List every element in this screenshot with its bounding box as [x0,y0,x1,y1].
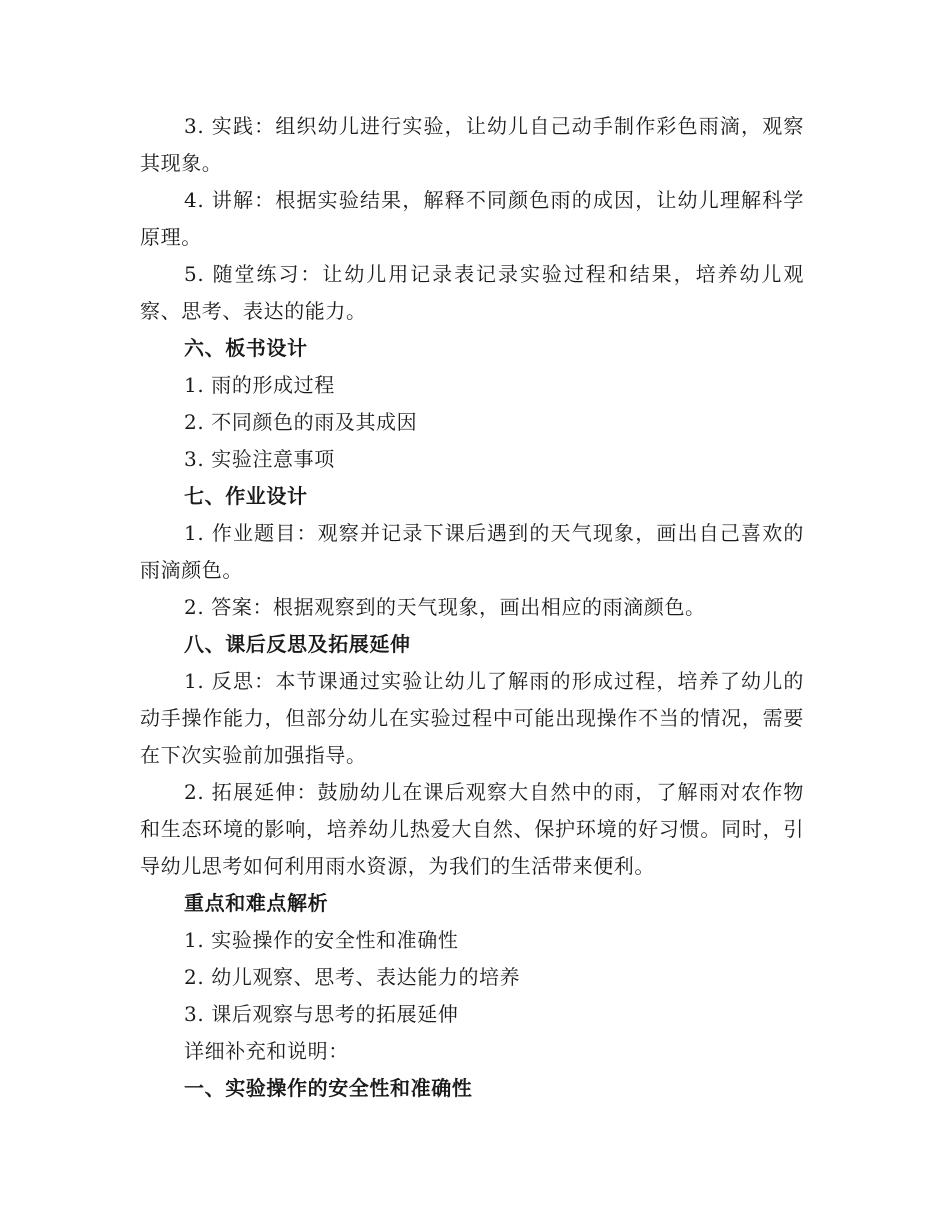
list-item: 3. 实验注意事项 [184,447,335,471]
paragraph-supplement-intro: 详细补充和说明： [184,1039,349,1063]
heading-blackboard-design: 六、板书设计 [184,336,308,360]
list-item: 3. 课后观察与思考的拓展延伸 [184,1002,459,1026]
list-item: 1. 雨的形成过程 [184,373,335,397]
list-item: 2. 幼儿观察、思考、表达能力的培养 [184,965,521,989]
list-item: 2. 不同颜色的雨及其成因 [184,410,418,434]
heading-homework-design: 七、作业设计 [184,484,308,508]
list-item: 1. 实验操作的安全性和准确性 [184,928,459,952]
paragraph-extension: 2. 拓展延伸：鼓励幼儿在课后观察大自然中的雨，了解雨对农作物和生态环境的影响，培养幼儿热爱大自然、保护环境的好习惯。同时，引导幼儿思考如何利用雨水资源，为我们的生活带来便利。 [140,780,804,878]
paragraph-homework-topic: 1. 作业题目：观察并记录下课后遇到的天气现象，画出自己喜欢的雨滴颜色。 [140,521,804,582]
paragraph-practice: 3. 实践：组织幼儿进行实验，让幼儿自己动手制作彩色雨滴，观察其现象。 [140,114,804,175]
paragraph-explanation: 4. 讲解：根据实验结果，解释不同颜色雨的成因，让幼儿理解科学原理。 [140,188,804,249]
paragraph-homework-answer: 2. 答案：根据观察到的天气现象，画出相应的雨滴颜色。 [184,595,706,619]
document-body [140,108,804,1107]
heading-reflection-extension: 八、课后反思及拓展延伸 [184,632,411,656]
paragraph-exercise: 5. 随堂练习：让幼儿用记录表记录实验过程和结果，培养幼儿观察、思考、表达的能力。 [140,262,804,323]
paragraph-reflection: 1. 反思：本节课通过实验让幼儿了解雨的形成过程，培养了幼儿的动手操作能力，但部分幼儿在实验过程中可能出现操作不当的情况，需要在下次实验前加强指导。 [140,669,804,767]
heading-experiment-safety: 一、实验操作的安全性和准确性 [184,1076,473,1100]
heading-key-points: 重点和难点解析 [184,891,329,915]
